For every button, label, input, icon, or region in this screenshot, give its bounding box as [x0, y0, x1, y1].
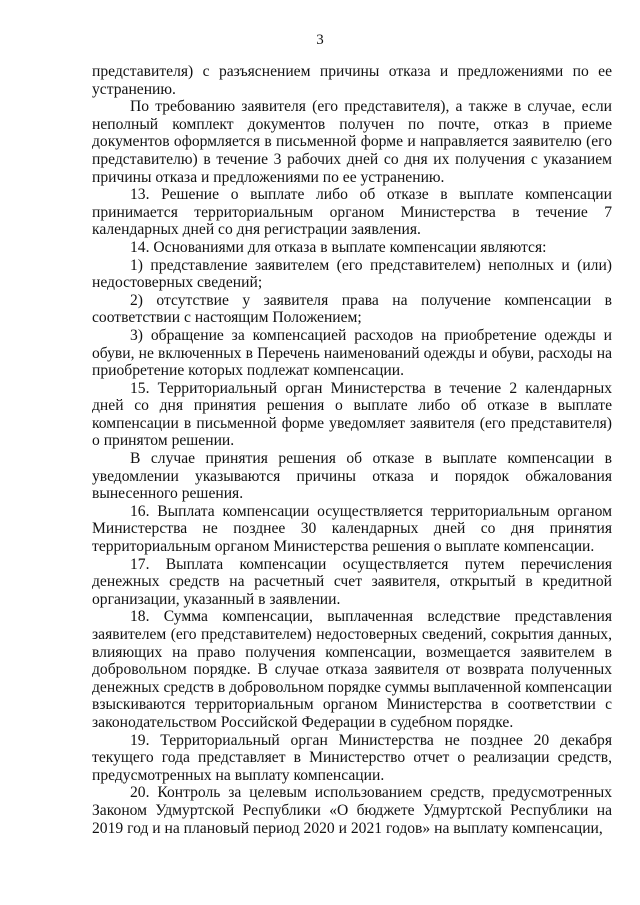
paragraph: По требованию заявителя (его представителя), а также в случае, если неполный комплект документов получен по почте, отказ в приеме документов оформляется в письменной форме и направляется заявителю (его представителю) в течение 3 рабочих дней со дня их получения с указанием причины отказа и предложениями по ее устранению. [92, 98, 612, 186]
paragraph: 14. Основаниями для отказа в выплате компенсации являются: [130, 238, 547, 256]
paragraph: 18. Сумма компенсации, выплаченная вследствие представления заявителем (его представителем) недостоверных сведений, сокрытия данных, влияющих на право получения компенсации, возмещается заявителем в добровольном порядке. В случае отказа заявителя от возврата полученных денежных средств в добровольном порядке суммы выплаченной компенсации взыскиваются территориальным органом Министерства в соответствии с законодательством Российской Федерации в судебном порядке. [92, 608, 612, 731]
paragraph: В случае принятия решения об отказе в выплате компенсации в уведомлении указываются причины отказа и порядок обжалования вынесенного решения. [92, 450, 612, 503]
paragraph: 13. Решение о выплате либо об отказе в выплате компенсации принимается территориальным органом Министерства в течение 7 календарных дней со дня регистрации заявления. [92, 186, 612, 239]
paragraph: 16. Выплата компенсации осуществляется территориальным органом Министерства не позднее 30 календарных дней со дня принятия территориальным органом Министерства решения о выплате компенсации. [92, 502, 612, 556]
document-body [92, 63, 612, 837]
paragraph: 19. Территориальный орган Министерства не позднее 20 декабря текущего года представляет в Министерство отчет о реализации средств, предусмотренных на выплату компенсации. [92, 731, 612, 784]
paragraph: 2) отсутствие у заявителя права на получение компенсации в соответствии с настоящим Положением; [92, 291, 612, 327]
paragraph: 17. Выплата компенсации осуществляется путем перечисления денежных средств на расчетный счет заявителя, открытый в кредитной организации, указанный в заявлении. [92, 555, 612, 608]
page-number: 3 [316, 32, 324, 48]
paragraph: 1) представление заявителем (его представителем) неполных и (или) недостоверных сведений; [92, 256, 612, 292]
paragraph: представителя) с разъяснением причины отказа и предложениями по ее устранению. [92, 63, 612, 98]
paragraph: 15. Территориальный орган Министерства в течение 2 календарных дней со дня принятия решения о выплате либо об отказе в выплате компенсации в письменной форме уведомляет заявителя (его представителя) о принятом решении. [92, 379, 612, 450]
paragraph: 20. Контроль за целевым использованием средств, предусмотренных Законом Удмуртской Республики «О бюджете Удмуртской Республики на 2019 год и на плановый период 2020 и 2021 годов» на выплату компенсации, [92, 784, 612, 837]
paragraph: 3) обращение за компенсацией расходов на приобретение одежды и обуви, не включенных в Перечень наименований одежды и обуви, расходы на приобретение которых подлежат компенсации. [92, 326, 612, 380]
